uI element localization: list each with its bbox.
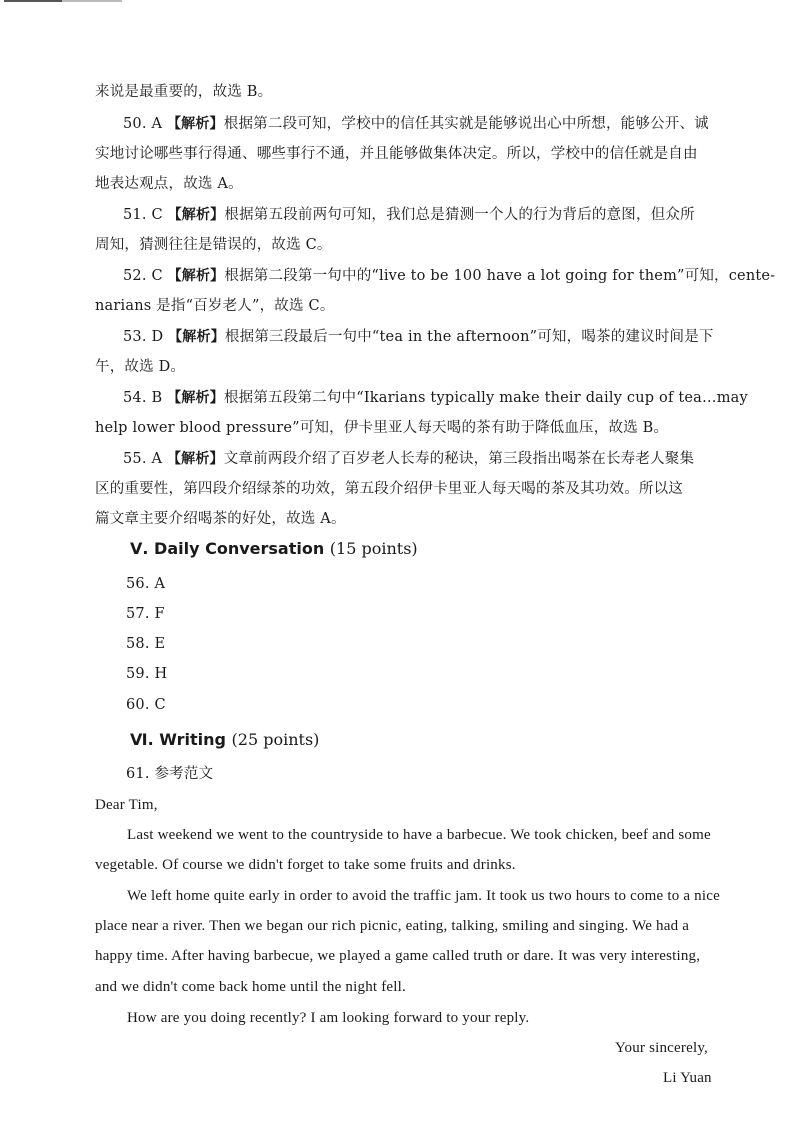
carryover-line: 来说是最重要的，故选 B。	[95, 84, 273, 100]
explanation-line: 篇文章主要介绍喝茶的好处，故选 A。	[95, 511, 346, 527]
analysis-tag: 【解析】	[167, 207, 225, 223]
letter-line: We left home quite early in order to avoid the traffic jam. It took us two hours to come to a nice	[127, 888, 720, 904]
explanation-line: help lower blood pressure”可知，伊卡里亚人每天喝的茶有助于降低血压，故选 B。	[95, 420, 669, 436]
conversation-answer: 56. A	[126, 576, 166, 592]
answer-number: 51. C	[123, 207, 163, 223]
conversation-answer: 57. F	[126, 606, 165, 622]
top-rule-dark	[4, 0, 62, 2]
analysis-tag: 【解析】	[167, 268, 225, 284]
answer-number: 53. D	[123, 329, 164, 345]
explanation-line: 根据第五段前两句可知，我们总是猜测一个人的行为背后的意图，但众所	[224, 207, 695, 223]
answer-number: 54. B	[123, 390, 163, 406]
top-rule-light	[62, 0, 122, 2]
section-heading-daily-conversation	[130, 538, 418, 560]
answer-number: 50. A	[123, 116, 163, 132]
section-points: (15 points)	[329, 539, 418, 558]
analysis-tag: 【解析】	[166, 451, 224, 467]
letter-line: Last weekend we went to the countryside to have a barbecue. We took chicken, beef and some	[127, 827, 711, 843]
top-rule	[0, 0, 800, 3]
explanation-line: 地表达观点，故选 A。	[95, 176, 243, 192]
explanation-line: 根据第五段第二句中“Ikarians typically make their daily cup of tea…may	[223, 390, 748, 406]
section-points: (25 points)	[231, 730, 320, 749]
section-title: Ⅵ. Writing	[130, 730, 226, 749]
explanation-line: 午，故选 D。	[95, 359, 186, 375]
explanation-line: 根据第三段最后一句中“tea in the afternoon”可知，喝茶的建议时间是下	[224, 329, 714, 345]
explanation-line: 根据第二段第一句中的“live to be 100 have a lot going for them”可知，cente-	[224, 268, 776, 284]
letter-line: How are you doing recently? I am looking forward to your reply.	[127, 1010, 530, 1026]
conversation-answer: 58. E	[126, 636, 166, 652]
section-heading-writing	[130, 729, 319, 751]
conversation-answer: 60. C	[126, 697, 166, 713]
letter-closing: Your sincerely,	[615, 1040, 708, 1056]
explanation-line: narians 是指“百岁老人”，故选 C。	[95, 298, 335, 314]
explanation-line: 周知，猜测往往是错误的，故选 C。	[95, 237, 332, 253]
analysis-tag: 【解析】	[167, 390, 224, 406]
analysis-tag: 【解析】	[166, 116, 224, 132]
letter-signature: Li Yuan	[663, 1070, 712, 1086]
letter-line: and we didn't come back home until the night fell.	[95, 979, 406, 995]
section-title: Ⅴ. Daily Conversation	[130, 539, 325, 558]
analysis-tag: 【解析】	[168, 329, 225, 345]
explanation-line: 根据第二段可知，学校中的信任其实就是能够说出心中所想，能够公开、诚	[223, 116, 709, 132]
explanation-line: 区的重要性，第四段介绍绿茶的功效，第五段介绍伊卡里亚人每天喝的茶及其功效。所以这	[95, 481, 683, 497]
answer-number: 55. A	[123, 451, 163, 467]
answer-number: 52. C	[123, 268, 163, 284]
conversation-answer: 59. H	[126, 666, 168, 682]
letter-line: happy time. After having barbecue, we played a game called truth or dare. It was very interesting,	[95, 948, 701, 964]
letter-salutation: Dear Tim,	[95, 797, 158, 813]
letter-line: vegetable. Of course we didn't forget to take some fruits and drinks.	[95, 857, 516, 873]
explanation-line: 实地讨论哪些事行得通、哪些事行不通，并且能够做集体决定。所以，学校中的信任就是自由	[95, 146, 698, 162]
explanation-line: 文章前两段介绍了百岁老人长寿的秘诀，第三段指出喝茶在长寿老人聚集	[223, 451, 695, 467]
writing-item-label: 61. 参考范文	[126, 766, 214, 782]
letter-line: place near a river. Then we began our rich picnic, eating, talking, smiling and singing. We had a	[95, 918, 690, 934]
